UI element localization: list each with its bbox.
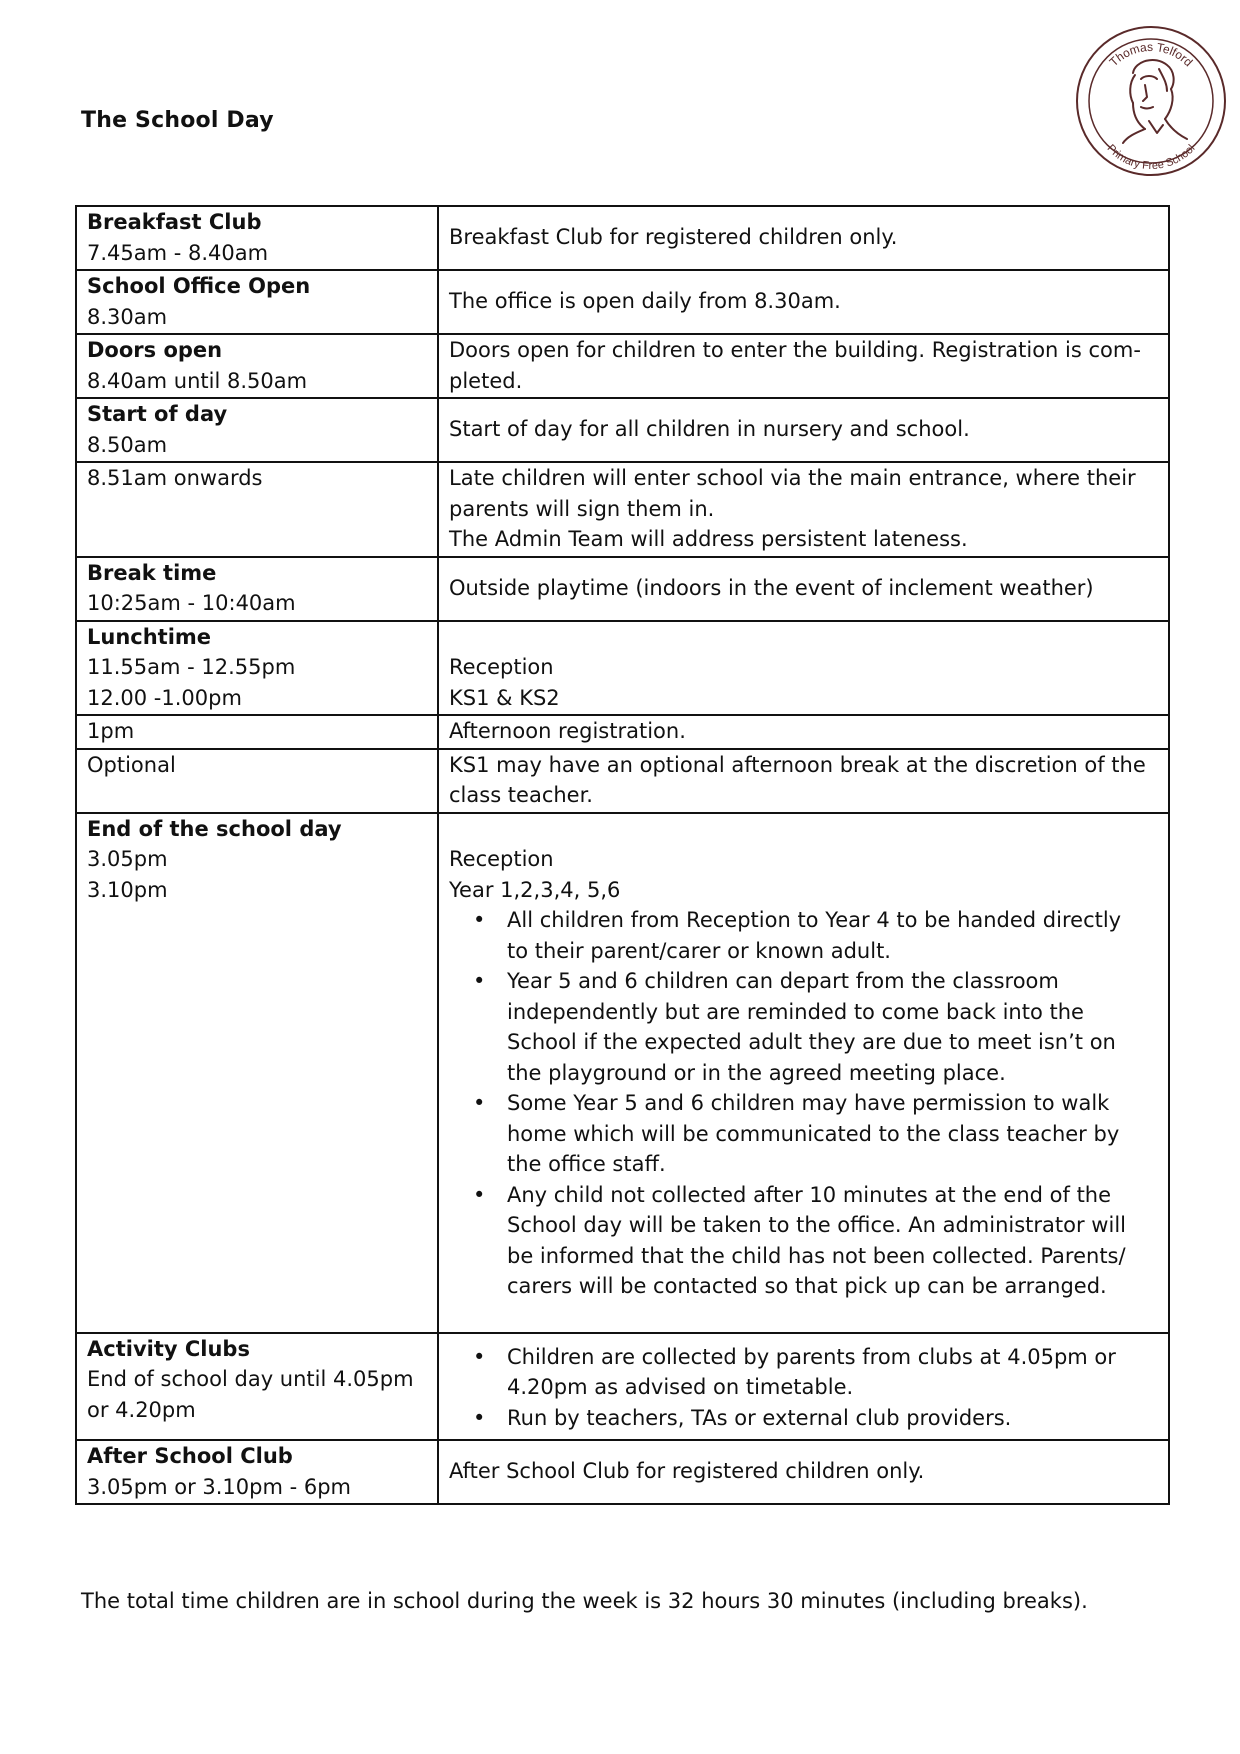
schedule-time-cell — [76, 621, 438, 716]
bullet-text-line: • Year 5 and 6 children can depart from the classroom — [507, 969, 1059, 993]
schedule-time-line: 3.10pm — [87, 877, 168, 902]
schedule-time-cell — [76, 715, 438, 749]
school-day-schedule-table — [75, 205, 1170, 1505]
schedule-body — [76, 206, 1169, 1504]
schedule-description-cell — [438, 1333, 1169, 1441]
schedule-description-line: Breakfast Club for registered children only. — [449, 225, 898, 250]
schedule-description-cell — [438, 398, 1169, 462]
schedule-row — [76, 813, 1169, 1333]
schedule-description-cell — [438, 1440, 1169, 1504]
schedule-description-cell — [438, 715, 1169, 749]
schedule-time-cell — [76, 398, 438, 462]
schedule-time-cell — [76, 749, 438, 813]
description-spacer — [449, 622, 1158, 653]
schedule-time-cell — [76, 206, 438, 270]
schedule-time-line: 7.45am - 8.40am — [87, 240, 269, 265]
weekly-hours-note: The total time children are in school during the week is 32 hours 30 minutes (including breaks). — [81, 1589, 1088, 1613]
schedule-row-heading: Activity Clubs — [87, 1336, 250, 1361]
schedule-row-heading: End of the school day — [87, 816, 342, 841]
schedule-time-line: Optional — [87, 752, 176, 777]
bullet-text-line: be informed that the child has not been collected. Parents/ — [507, 1243, 1126, 1268]
schedule-bullet-item — [507, 1180, 1158, 1302]
schedule-time-line: 1pm — [87, 719, 135, 743]
bullet-text-line: • All children from Reception to Year 4 to be handed directly — [507, 908, 1122, 932]
schedule-description-cell — [438, 462, 1169, 557]
bullet-text-line: home which will be communicated to the class teacher by — [507, 1121, 1120, 1146]
schedule-row — [76, 749, 1169, 813]
schedule-row — [76, 398, 1169, 462]
schedule-description-cell — [438, 621, 1169, 716]
schedule-row — [76, 462, 1169, 557]
schedule-bullet-list — [449, 1342, 1158, 1434]
page-title: The School Day — [81, 108, 274, 133]
schedule-description-line: Reception — [449, 847, 554, 871]
schedule-time-line: 12.00 -1.00pm — [87, 685, 242, 710]
schedule-time-cell — [76, 334, 438, 398]
schedule-description-cell — [438, 813, 1169, 1333]
schedule-description-line: parents will sign them in. — [449, 496, 715, 521]
bullet-text-line: 4.20pm as advised on timetable. — [507, 1375, 854, 1399]
schedule-description-line: Start of day for all children in nursery and school. — [449, 417, 970, 442]
schedule-row-heading: Lunchtime — [87, 624, 212, 649]
schedule-time-cell — [76, 1333, 438, 1441]
schedule-time-line: End of school day until 4.05pm — [87, 1367, 414, 1391]
schedule-row — [76, 621, 1169, 716]
bullet-text-line: • Run by teachers, TAs or external club providers. — [507, 1405, 1012, 1430]
schedule-description-line: KS1 may have an optional afternoon break at the discretion of the — [449, 752, 1146, 777]
schedule-time-cell — [76, 270, 438, 334]
schedule-description-line: pleted. — [449, 368, 523, 393]
schedule-description-line: class teacher. — [449, 783, 593, 807]
bullet-text-line: the playground or in the agreed meeting place. — [507, 1060, 1006, 1085]
schedule-description-line: Reception — [449, 655, 554, 679]
schedule-description-line: KS1 & KS2 — [449, 685, 560, 710]
schedule-bullet-item — [507, 1403, 1158, 1434]
bullet-text-line: • Children are collected by parents from clubs at 4.05pm or — [507, 1344, 1116, 1369]
schedule-time-line: or 4.20pm — [87, 1397, 196, 1422]
bullet-text-line: School day will be taken to the office. An administrator will — [507, 1213, 1126, 1237]
schedule-row-heading: After School Club — [87, 1444, 293, 1468]
bullet-text-line: • Any child not collected after 10 minutes at the end of the — [507, 1182, 1112, 1207]
bullet-text-line: to their parent/carer or known adult. — [507, 938, 891, 963]
schedule-time-line: 8.40am until 8.50am — [87, 368, 308, 393]
schedule-row-heading: Doors open — [87, 338, 223, 362]
schedule-time-cell — [76, 813, 438, 1333]
schedule-description-line: Afternoon registration. — [449, 719, 686, 743]
schedule-description-line: Doors open for children to enter the building. Registration is com- — [449, 338, 1141, 362]
schedule-time-line: 3.05pm or 3.10pm - 6pm — [87, 1474, 351, 1499]
logo-text-top: Thomas Telford — [1106, 39, 1196, 70]
schedule-description-line: Year 1,2,3,4, 5,6 — [449, 877, 621, 902]
school-crest-logo — [1075, 25, 1227, 177]
schedule-row — [76, 715, 1169, 749]
schedule-description-line: After School Club for registered children only. — [449, 1459, 925, 1484]
schedule-description-line: The Admin Team will address persistent lateness. — [449, 527, 968, 551]
schedule-description-cell — [438, 206, 1169, 270]
schedule-time-cell — [76, 557, 438, 621]
schedule-time-line: 3.05pm — [87, 847, 168, 871]
schedule-row — [76, 270, 1169, 334]
schedule-description-line: Late children will enter school via the main entrance, where their — [449, 466, 1136, 490]
bullet-text-line: independently but are reminded to come back into the — [507, 999, 1084, 1024]
schedule-row-heading: Break time — [87, 560, 217, 585]
schedule-description-cell — [438, 749, 1169, 813]
schedule-bullet-item — [507, 905, 1158, 966]
school-crest-icon — [1075, 25, 1227, 177]
schedule-bullet-item — [507, 1088, 1158, 1180]
schedule-time-line: 10:25am - 10:40am — [87, 591, 296, 615]
schedule-description-cell — [438, 270, 1169, 334]
schedule-bullet-item — [507, 1342, 1158, 1403]
schedule-row-heading: Breakfast Club — [87, 210, 262, 234]
schedule-time-line: 11.55am - 12.55pm — [87, 655, 296, 679]
bullet-text-line: School if the expected adult they are due to meet isn’t on — [507, 1030, 1116, 1054]
description-spacer — [449, 814, 1158, 845]
bullet-text-line: the office staff. — [507, 1152, 666, 1176]
schedule-row — [76, 334, 1169, 398]
bullet-text-line: carers will be contacted so that pick up can be arranged. — [507, 1274, 1107, 1298]
schedule-row-heading: Start of day — [87, 402, 228, 426]
schedule-time-line: 8.51am onwards — [87, 466, 263, 490]
schedule-bullet-list — [449, 905, 1158, 1302]
schedule-time-line: 8.30am — [87, 304, 168, 329]
schedule-row — [76, 557, 1169, 621]
schedule-time-cell — [76, 1440, 438, 1504]
schedule-description-cell — [438, 557, 1169, 621]
schedule-row — [76, 1333, 1169, 1441]
schedule-row — [76, 206, 1169, 270]
schedule-time-line: 8.50am — [87, 432, 168, 457]
schedule-row-heading: School Office Open — [87, 274, 311, 298]
schedule-time-cell — [76, 462, 438, 557]
schedule-bullet-item — [507, 966, 1158, 1088]
bullet-text-line: • Some Year 5 and 6 children may have permission to walk — [507, 1091, 1110, 1115]
schedule-description-line: The office is open daily from 8.30am. — [449, 289, 841, 314]
schedule-description-cell — [438, 334, 1169, 398]
schedule-description-line: Outside playtime (indoors in the event of inclement weather) — [449, 575, 1094, 600]
logo-text-bottom: Primary Free School — [1104, 142, 1198, 173]
schedule-row — [76, 1440, 1169, 1504]
